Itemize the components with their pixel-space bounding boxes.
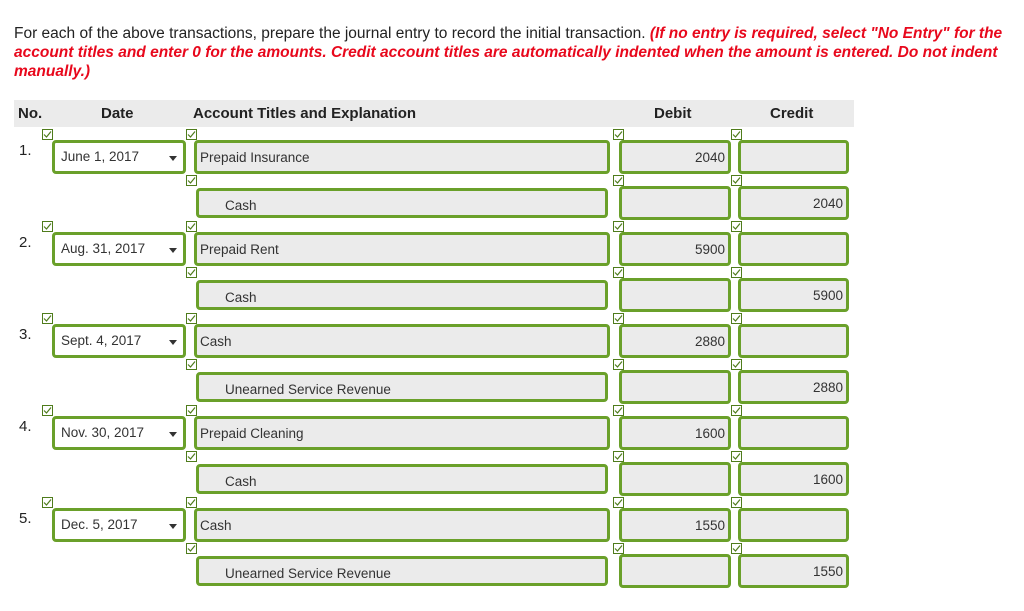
correct-check-icon bbox=[42, 221, 53, 232]
account-title-field[interactable] bbox=[196, 280, 608, 310]
correct-check-icon bbox=[613, 451, 624, 462]
correct-check-icon bbox=[42, 313, 53, 324]
correct-check-icon bbox=[186, 313, 197, 324]
journal-debit-row bbox=[0, 220, 1024, 266]
entry-number: 2. bbox=[19, 234, 32, 251]
account-title-field[interactable] bbox=[196, 464, 608, 494]
entry-number: 5. bbox=[19, 510, 32, 527]
debit-amount-field-value: 2040 bbox=[694, 150, 725, 165]
account-title-field[interactable] bbox=[196, 556, 608, 586]
debit-amount-field-value: 5900 bbox=[694, 242, 725, 257]
correct-check-icon bbox=[613, 543, 624, 554]
debit-amount-field-value: 1600 bbox=[694, 426, 725, 441]
correct-check-icon bbox=[731, 497, 742, 508]
account-title-field[interactable] bbox=[194, 324, 610, 358]
correct-check-icon bbox=[731, 405, 742, 416]
account-title-field[interactable] bbox=[194, 232, 610, 266]
correct-check-icon bbox=[186, 405, 197, 416]
correct-check-icon bbox=[42, 497, 53, 508]
account-title-field-value: Prepaid Rent bbox=[200, 242, 279, 257]
debit-amount-field[interactable] bbox=[619, 278, 731, 312]
debit-amount-field[interactable] bbox=[619, 140, 731, 174]
credit-amount-field[interactable] bbox=[738, 462, 849, 496]
credit-amount-field-value: 1600 bbox=[812, 472, 843, 487]
correct-check-icon bbox=[731, 359, 742, 370]
debit-amount-field[interactable] bbox=[619, 232, 731, 266]
header-date: Date bbox=[101, 105, 134, 122]
account-title-field-value: Cash bbox=[225, 290, 257, 305]
correct-check-icon bbox=[731, 221, 742, 232]
debit-amount-field[interactable] bbox=[619, 324, 731, 358]
correct-check-icon bbox=[613, 405, 624, 416]
account-title-field-value: Unearned Service Revenue bbox=[225, 566, 391, 581]
account-title-field-value: Cash bbox=[225, 474, 257, 489]
correct-check-icon bbox=[42, 129, 53, 140]
dropdown-arrow-icon[interactable] bbox=[169, 156, 177, 161]
correct-check-icon bbox=[186, 129, 197, 140]
debit-amount-field[interactable] bbox=[619, 186, 731, 220]
correct-check-icon bbox=[613, 267, 624, 278]
entry-number: 4. bbox=[19, 418, 32, 435]
credit-amount-field[interactable] bbox=[738, 278, 849, 312]
dropdown-arrow-icon[interactable] bbox=[169, 432, 177, 437]
dropdown-arrow-icon[interactable] bbox=[169, 248, 177, 253]
correct-check-icon bbox=[186, 359, 197, 370]
journal-debit-row bbox=[0, 404, 1024, 450]
correct-check-icon bbox=[731, 313, 742, 324]
correct-check-icon bbox=[186, 221, 197, 232]
credit-amount-field-value: 2880 bbox=[812, 380, 843, 395]
dropdown-arrow-icon[interactable] bbox=[169, 524, 177, 529]
credit-amount-field[interactable] bbox=[738, 324, 849, 358]
header-no: No. bbox=[18, 105, 43, 122]
account-title-field[interactable] bbox=[194, 416, 610, 450]
instructions bbox=[14, 24, 1014, 81]
correct-check-icon bbox=[186, 497, 197, 508]
debit-amount-field-value: 2880 bbox=[694, 334, 725, 349]
correct-check-icon bbox=[731, 451, 742, 462]
entry-number: 3. bbox=[19, 326, 32, 343]
credit-amount-field[interactable] bbox=[738, 370, 849, 404]
date-select[interactable] bbox=[52, 140, 186, 174]
header-account: Account Titles and Explanation bbox=[193, 105, 417, 122]
credit-amount-field-value: 5900 bbox=[812, 288, 843, 303]
debit-amount-field[interactable] bbox=[619, 508, 731, 542]
date-select[interactable] bbox=[52, 416, 186, 450]
correct-check-icon bbox=[186, 175, 197, 186]
credit-amount-field[interactable] bbox=[738, 140, 849, 174]
account-title-field-value: Prepaid Cleaning bbox=[200, 426, 304, 441]
date-select-value: Sept. 4, 2017 bbox=[61, 333, 142, 348]
account-title-field[interactable] bbox=[196, 372, 608, 402]
correct-check-icon bbox=[186, 267, 197, 278]
debit-amount-field[interactable] bbox=[619, 462, 731, 496]
credit-amount-field-value: 2040 bbox=[812, 196, 843, 211]
journal-credit-row bbox=[0, 450, 1024, 496]
correct-check-icon bbox=[186, 543, 197, 554]
credit-amount-field[interactable] bbox=[738, 416, 849, 450]
correct-check-icon bbox=[613, 175, 624, 186]
credit-amount-field[interactable] bbox=[738, 508, 849, 542]
debit-amount-field-value: 1550 bbox=[694, 518, 725, 533]
header-debit: Debit bbox=[654, 105, 692, 122]
correct-check-icon bbox=[731, 267, 742, 278]
journal-debit-row bbox=[0, 128, 1024, 174]
account-title-field-value: Unearned Service Revenue bbox=[225, 382, 391, 397]
date-select-value: June 1, 2017 bbox=[61, 149, 140, 164]
correct-check-icon bbox=[613, 313, 624, 324]
date-select[interactable] bbox=[52, 232, 186, 266]
journal-credit-row bbox=[0, 266, 1024, 312]
correct-check-icon bbox=[731, 543, 742, 554]
account-title-field-value: Cash bbox=[200, 334, 232, 349]
debit-amount-field[interactable] bbox=[619, 370, 731, 404]
account-title-field[interactable] bbox=[196, 188, 608, 218]
correct-check-icon bbox=[731, 175, 742, 186]
credit-amount-field[interactable] bbox=[738, 232, 849, 266]
correct-check-icon bbox=[613, 497, 624, 508]
dropdown-arrow-icon[interactable] bbox=[169, 340, 177, 345]
journal-debit-row bbox=[0, 496, 1024, 542]
date-select-value: Dec. 5, 2017 bbox=[61, 517, 138, 532]
credit-amount-field[interactable] bbox=[738, 554, 849, 588]
instructions-text: For each of the above transactions, prepare the journal entry to record the initial transaction. bbox=[14, 25, 650, 42]
entry-number: 1. bbox=[19, 142, 32, 159]
credit-amount-field-value: 1550 bbox=[812, 564, 843, 579]
account-title-field[interactable] bbox=[194, 140, 610, 174]
journal-credit-row bbox=[0, 542, 1024, 588]
journal-debit-row bbox=[0, 312, 1024, 358]
table-header bbox=[14, 100, 854, 127]
correct-check-icon bbox=[42, 405, 53, 416]
correct-check-icon bbox=[613, 359, 624, 370]
date-select[interactable] bbox=[52, 324, 186, 358]
credit-amount-field[interactable] bbox=[738, 186, 849, 220]
correct-check-icon bbox=[186, 451, 197, 462]
journal-credit-row bbox=[0, 174, 1024, 220]
correct-check-icon bbox=[613, 129, 624, 140]
account-title-field-value: Cash bbox=[225, 198, 257, 213]
account-title-field-value: Cash bbox=[200, 518, 232, 533]
date-select-value: Aug. 31, 2017 bbox=[61, 241, 146, 256]
correct-check-icon bbox=[613, 221, 624, 232]
date-select-value: Nov. 30, 2017 bbox=[61, 425, 145, 440]
debit-amount-field[interactable] bbox=[619, 554, 731, 588]
account-title-field-value: Prepaid Insurance bbox=[200, 150, 310, 165]
header-credit: Credit bbox=[770, 105, 814, 122]
debit-amount-field[interactable] bbox=[619, 416, 731, 450]
date-select[interactable] bbox=[52, 508, 186, 542]
correct-check-icon bbox=[731, 129, 742, 140]
journal-credit-row bbox=[0, 358, 1024, 404]
account-title-field[interactable] bbox=[194, 508, 610, 542]
instructions-required-note: (If no entry is required, select "No Entry" for the account titles and enter 0 for the amounts. Credit account titles are automatically indented when the amount is entered. Do not indent manually.) bbox=[14, 25, 1003, 80]
